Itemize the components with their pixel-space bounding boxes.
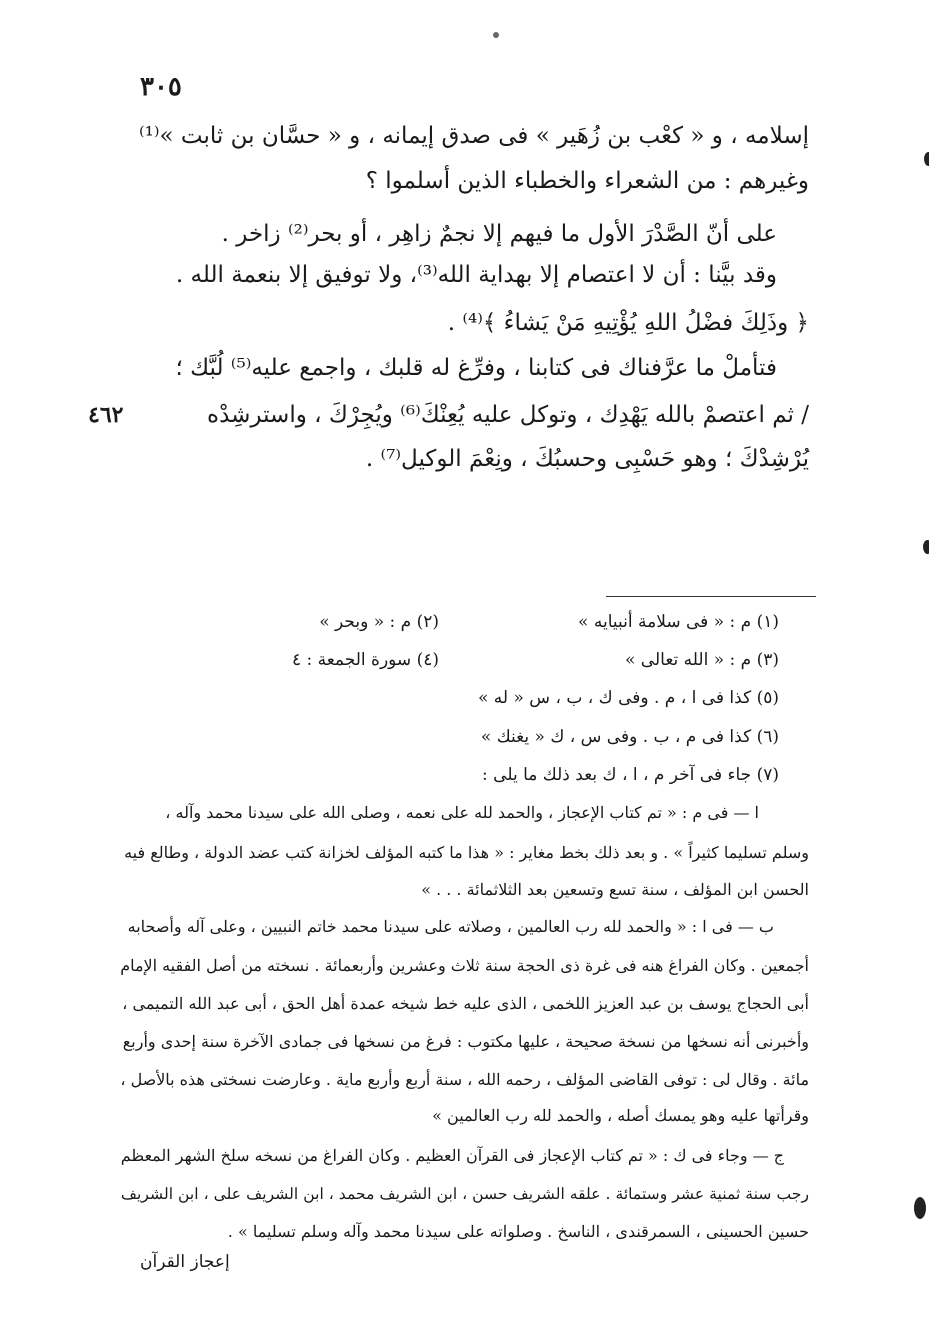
colophon-line: وقرأتها عليه وهو يمسك أصله ، والحمد لله رب العالمين » <box>432 1106 809 1125</box>
scan-speck <box>923 540 929 554</box>
colophon-line: حسين الحسينى ، السمرقندى ، الناسخ . وصلواته على سيدنا محمد وآله وسلم تسليما » . <box>227 1222 809 1241</box>
colophon-line: رجب سنة ثمنية عشر وستمائة . علقه الشريف حسن ، ابن الشريف محمد ، ابن الشريف على ، ابن الشريف <box>120 1184 809 1203</box>
footnote: (٤) سورة الجمعة : ٤ <box>291 650 439 670</box>
body-line: يُرْشِدْكَ ؛ وهو حَسْبِى وحسبُكَ ، ونِعْمَ الوكيل⁽⁷⁾ . <box>365 446 809 472</box>
colophon-line: ا — فى م : « تم كتاب الإعجاز ، والحمد لله على نعمه ، وصلى الله على سيدنا محمد وآله ، <box>165 803 759 822</box>
body-line: / ثم اعتصمْ بالله يَهْدِك ، وتوكل عليه يُعِنْكَ⁽⁶⁾ ويُجِرْكَ ، واسترشِدْه <box>207 402 809 428</box>
catchword: إعجاز القرآن <box>140 1252 230 1272</box>
scan-speck <box>493 32 499 38</box>
body-line: وغيرهم : من الشعراء والخطباء الذين أسلموا ؟ <box>365 168 809 194</box>
colophon-line: مائة . وقال لى : توفى القاضى المؤلف ، رحمه الله ، سنة أربع وأربع ماية . وعارضت نسختى هذه بالأصل ، <box>120 1070 809 1089</box>
colophon-line: الحسن ابن المؤلف ، سنة تسع وتسعين بعد الثلاثمائة . . . » <box>421 880 809 899</box>
quran-verse: ﴿ وذَلِكَ فضْلُ اللهِ يُؤْتِيهِ مَنْ يَشاءُ ﴾⁽⁴⁾ . <box>447 310 809 336</box>
colophon-line: ج — وجاء فى ك : « تم كتاب الإعجاز فى القرآن العظيم . وكان الفراغ من نسخه سلخ الشهر المعظم <box>120 1146 784 1165</box>
body-line: إسلامه ، و « كعْب بن زُهَير » فى صدق إيمانه ، و « حسَّان بن ثابت »⁽¹⁾ <box>139 123 809 149</box>
footnote: (٥) كذا فى ا ، م . وفى ك ، ب ، س « له » <box>478 688 779 708</box>
margin-reference-number: ٤٦٢ <box>88 402 124 428</box>
colophon-line: أبى الحجاج يوسف بن عبد العزيز اللخمى ، الذى عليه خط شيخه عمدة أهل الحق ، أبى عبد الله التميمى ، <box>122 994 809 1013</box>
colophon-line: وسلم تسليما كثيراً » . و بعد ذلك بخط مغاير : « هذا ما كتبه المؤلف لخزانة كتب عضد الدولة ، وطالع فيه <box>124 843 809 862</box>
scan-speck <box>914 1197 926 1219</box>
page-number: ٣٠٥ <box>140 72 182 102</box>
colophon-line: وأخبرنى أنه نسخها من نسخة صحيحة ، عليها مكتوب : فرغ من نسخها فى جمادى الآخرة سنة إحدى وأربع <box>122 1032 809 1051</box>
footnote: (٣) م : « الله تعالى » <box>625 650 779 670</box>
footnote: (١) م : « فى سلامة أنبيايه » <box>578 612 779 632</box>
colophon-line: ب — فى ا : « والحمد لله رب العالمين ، وصلاته على سيدنا محمد خاتم النبيين ، وعلى آله وأصحابه <box>127 917 774 936</box>
footnote: (٧) جاء فى آخر م ، ا ، ك بعد ذلك ما يلى : <box>482 765 779 785</box>
body-line: فتأملْ ما عرَّفناك فى كتابنا ، وفرِّغ له قلبك ، واجمع عليه⁽⁵⁾ لُبَّك ؛ <box>175 355 777 381</box>
body-line: وقد بيَّنا : أن لا اعتصام إلا بهداية الله⁽³⁾، ولا توفيق إلا بنعمة الله . <box>175 262 777 288</box>
footnote: (٦) كذا فى م ، ب . وفى س ، ك « يغنك » <box>480 727 779 747</box>
scan-speck <box>924 152 929 166</box>
footnote-separator <box>606 596 816 597</box>
colophon-line: أجمعين . وكان الفراغ هنه فى غرة ذى الحجة سنة ثلاث وعشرين وأربعمائة . نسخته من أصل الفقيه الإمام <box>120 956 809 975</box>
footnote: (٢) م : « وبحر » <box>319 612 439 632</box>
body-line: على أنّ الصَّدْرَ الأول ما فيهم إلا نجمٌ زاهِر ، أو بحر⁽²⁾ زاخر . <box>221 221 777 247</box>
